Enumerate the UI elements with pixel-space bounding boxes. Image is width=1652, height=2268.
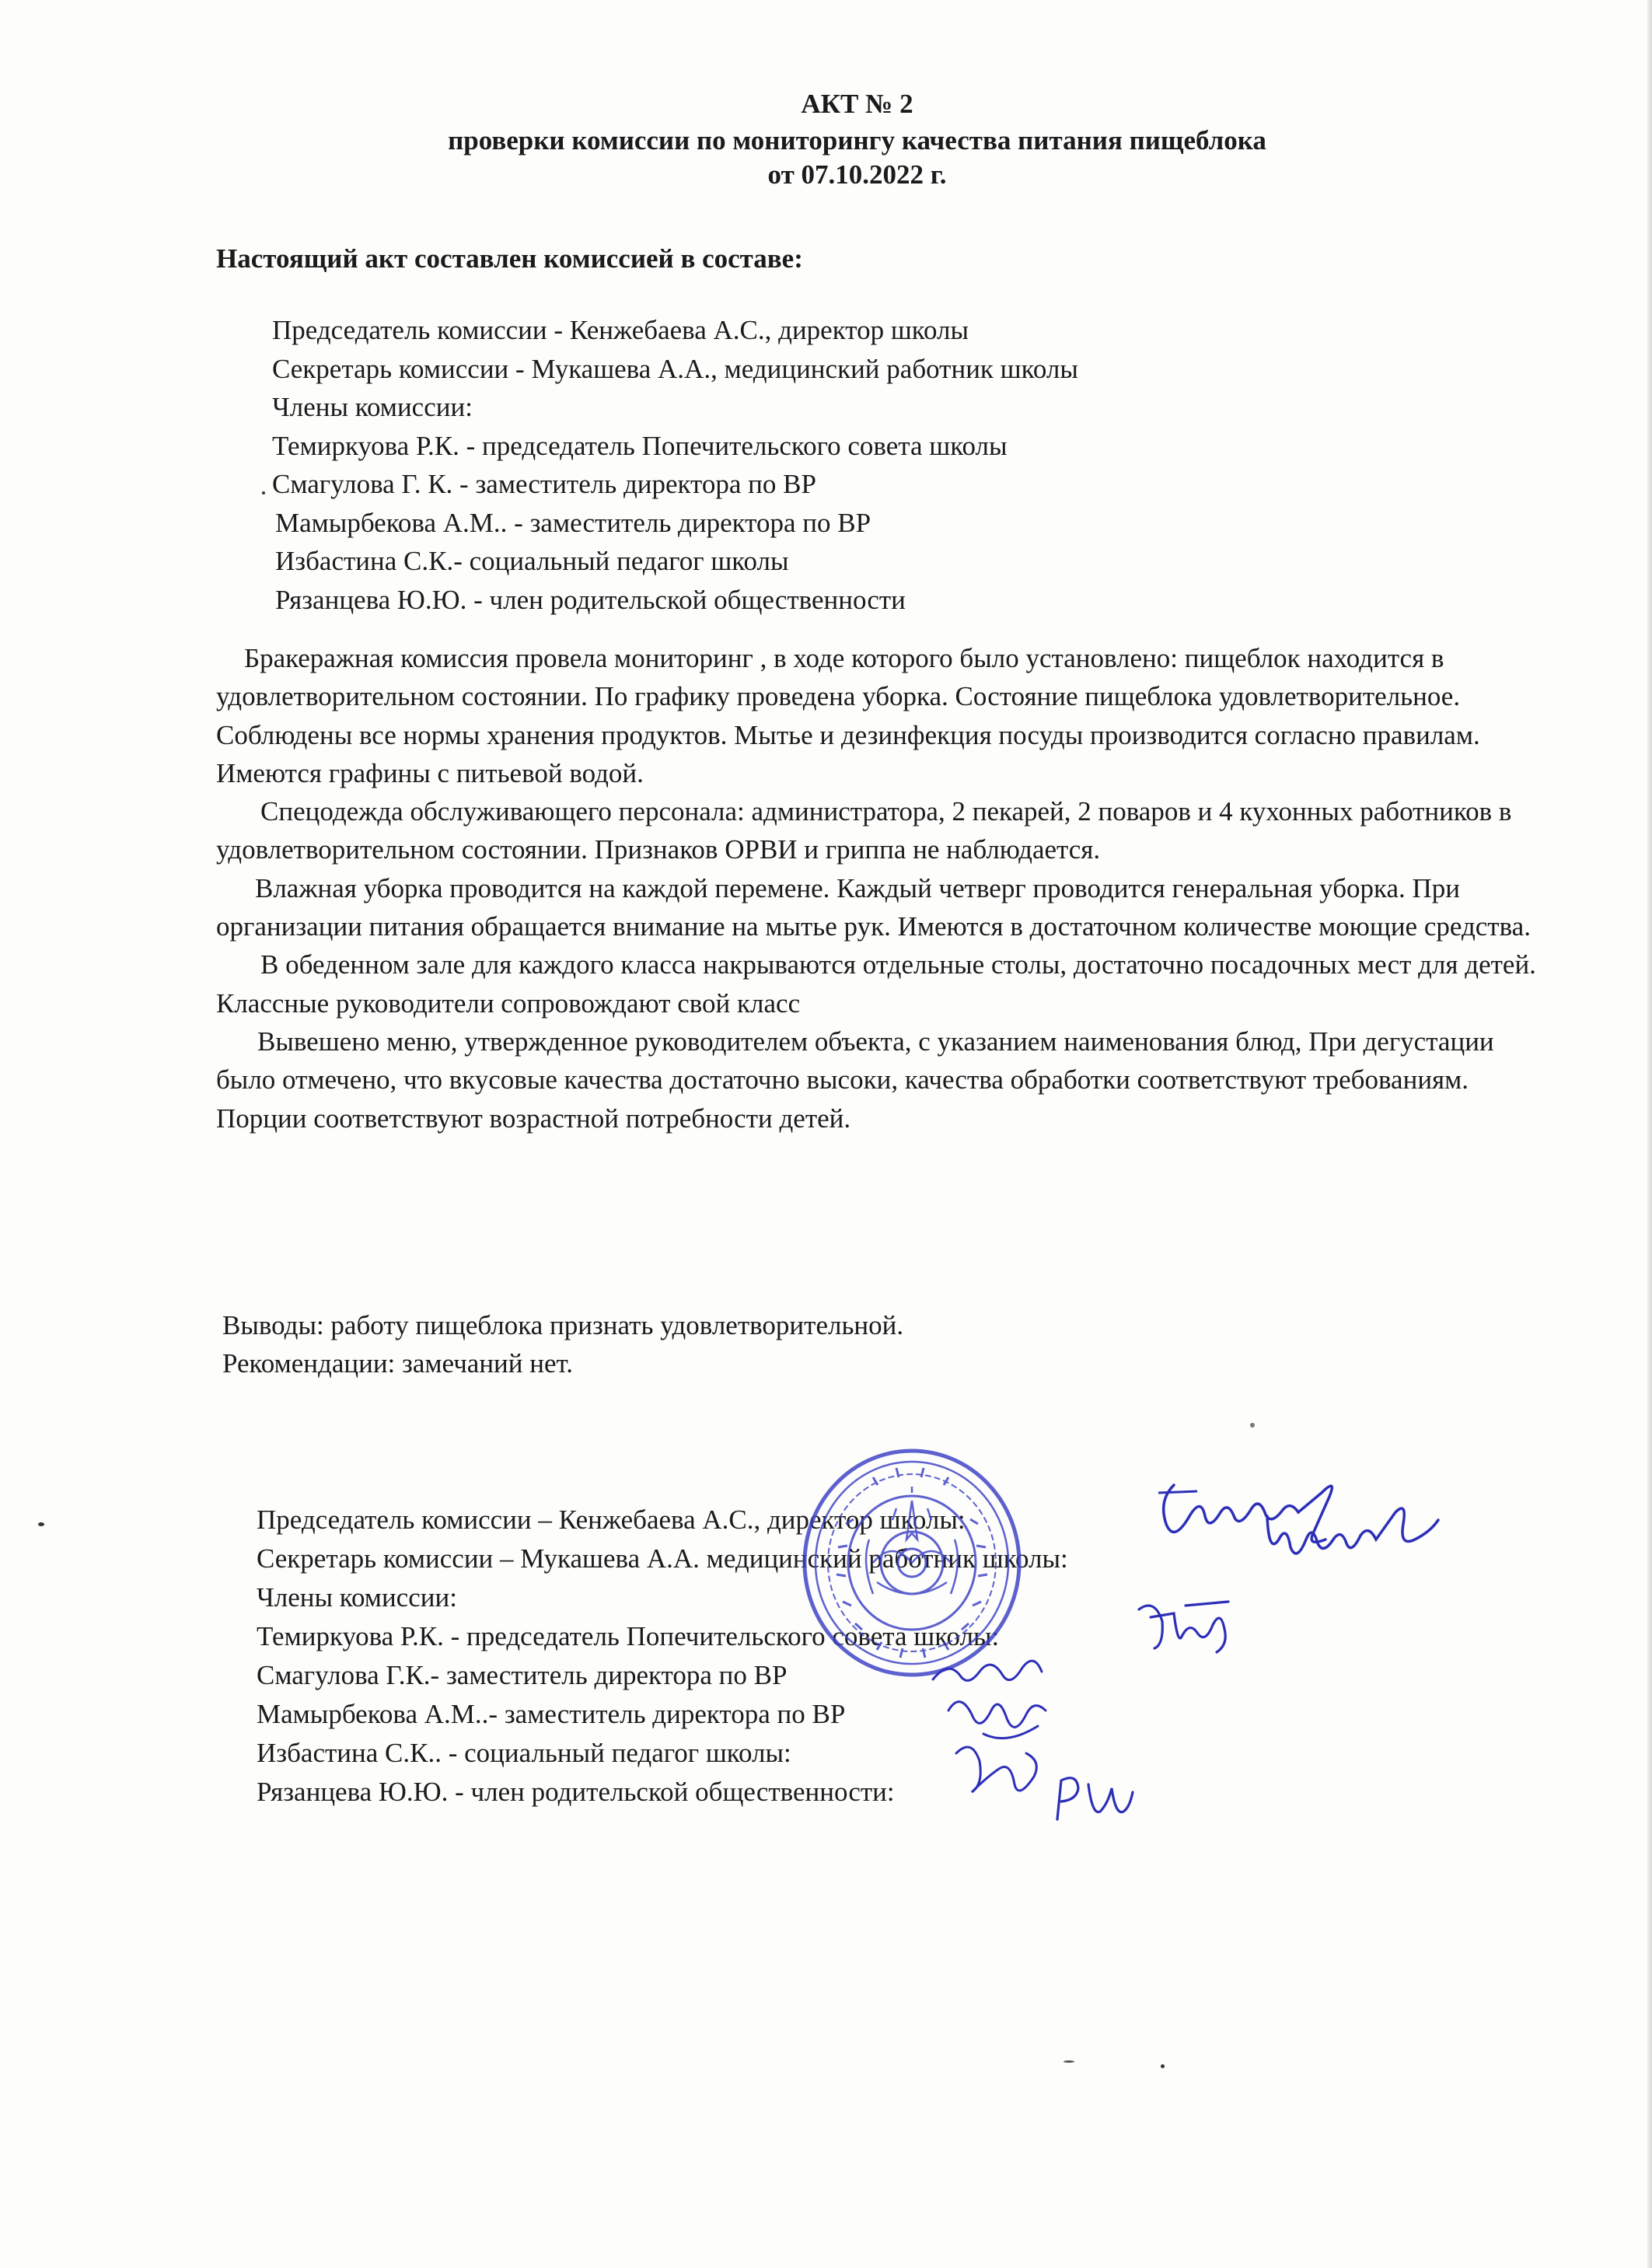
commission-member: Смагулова Г. К. - заместитель директора по ВР [272,469,816,499]
signature-line: Смагулова Г.К.- заместитель директора по ВР [257,1660,788,1690]
page-edge-shadow [1647,0,1652,2268]
body-paragraph: В обеденном зале для каждого класса накрываются отдельные столы, достаточно посадочных мест для детей. Классные руководители сопровождают свой класс [216,949,1536,1019]
signature-line: Избастина С.К.. - социальный педагог школы: [257,1738,791,1768]
commission-member: Мамырбекова А.М.. - заместитель директора по ВР [275,507,871,538]
scan-speck [1063,2060,1074,2063]
signature-line: Рязанцева Ю.Ю. - член родительской общественности: [257,1777,895,1807]
act-title: АКТ № 2 [801,89,913,119]
signature-line: Председатель комиссии – Кенжебаева А.С., директор школы: [257,1504,966,1535]
social-pedagogue-signature-icon [941,1730,1050,1808]
scan-speck [1161,2064,1165,2068]
commission-member: Рязанцева Ю.Ю. - член родительской общественности [275,584,906,615]
trustee-signature-icon [1131,1590,1240,1660]
commission-list [272,311,1078,619]
scan-speck [1250,1423,1255,1428]
intro-line: Настоящий акт составлен комиссией в составе: [216,243,803,274]
body-paragraph: Спецодежда обслуживающего персонала: администратора, 2 пекарей, 2 поваров и 4 кухонных работников в удовлетворительном состоянии. Признаков ОРВИ и гриппа не наблюдается. [216,796,1512,865]
act-date: от 07.10.2022 г. [767,159,947,190]
findings-line: Выводы: работу пищеблока признать удовлетворительной. [222,1310,904,1340]
commission-secretary: Секретарь комиссии - Мукашева А.А., медицинский работник школы [272,353,1078,384]
signature-line: Члены комиссии: [257,1582,457,1613]
body-paragraph: Влажная уборка проводится на каждой перемене. Каждый четверг проводится генеральная уборка. При организации питания обращается внимание на мытье рук. Имеются в достаточном количестве моющие средства. [216,872,1531,942]
act-subject: проверки комиссии по мониторингу качества питания пищеблока [448,125,1266,156]
recommendations-line: Рекомендации: замечаний нет. [222,1348,573,1379]
conclusions [222,1306,903,1382]
parent-signature-icon [1046,1769,1139,1831]
commission-member: Избастина С.К.- социальный педагог школы [275,546,789,576]
commission-members-heading: Члены комиссии: [272,392,473,422]
body-paragraph: Бракеражная комиссия провела мониторинг , в ходе которого было установлено: пищеблок находится в удовлетворительном состоянии. По графику проведена уборка. Состояние пищеблока удовлетворительное. Соблюдены все нормы хранения продуктов. Мытье и дезинфекция посуды производится согласно правилам. Имеются графины с питьевой водой. [216,643,1480,788]
commission-chair: Председатель комиссии - Кенжебаева А.С., директор школы [272,315,969,345]
commission-member: Темиркуова Р.К. - председатель Попечительского совета школы [272,430,1008,461]
scan-speck [262,491,265,494]
signature-line: Секретарь комиссии – Мукашева А.А. медицинский работник школы: [257,1543,1068,1574]
secretary-signature-icon [1259,1493,1446,1578]
signature-line: Мамырбекова А.М..- заместитель директора по ВР [257,1699,846,1729]
body-paragraph: Вывешено меню, утвержденное руководителем объекта, с указанием наименования блюд, При дегустации было отмечено, что вкусовые качества достаточно высоки, качества обработки соответствуют требованиям. Порции соответствуют возрастной потребности детей. [216,1026,1494,1134]
scan-speck [38,1522,44,1526]
signature-line: Темиркуова Р.К. - председатель Попечительского совета школы: [257,1621,1000,1651]
act-body [216,639,1538,1137]
